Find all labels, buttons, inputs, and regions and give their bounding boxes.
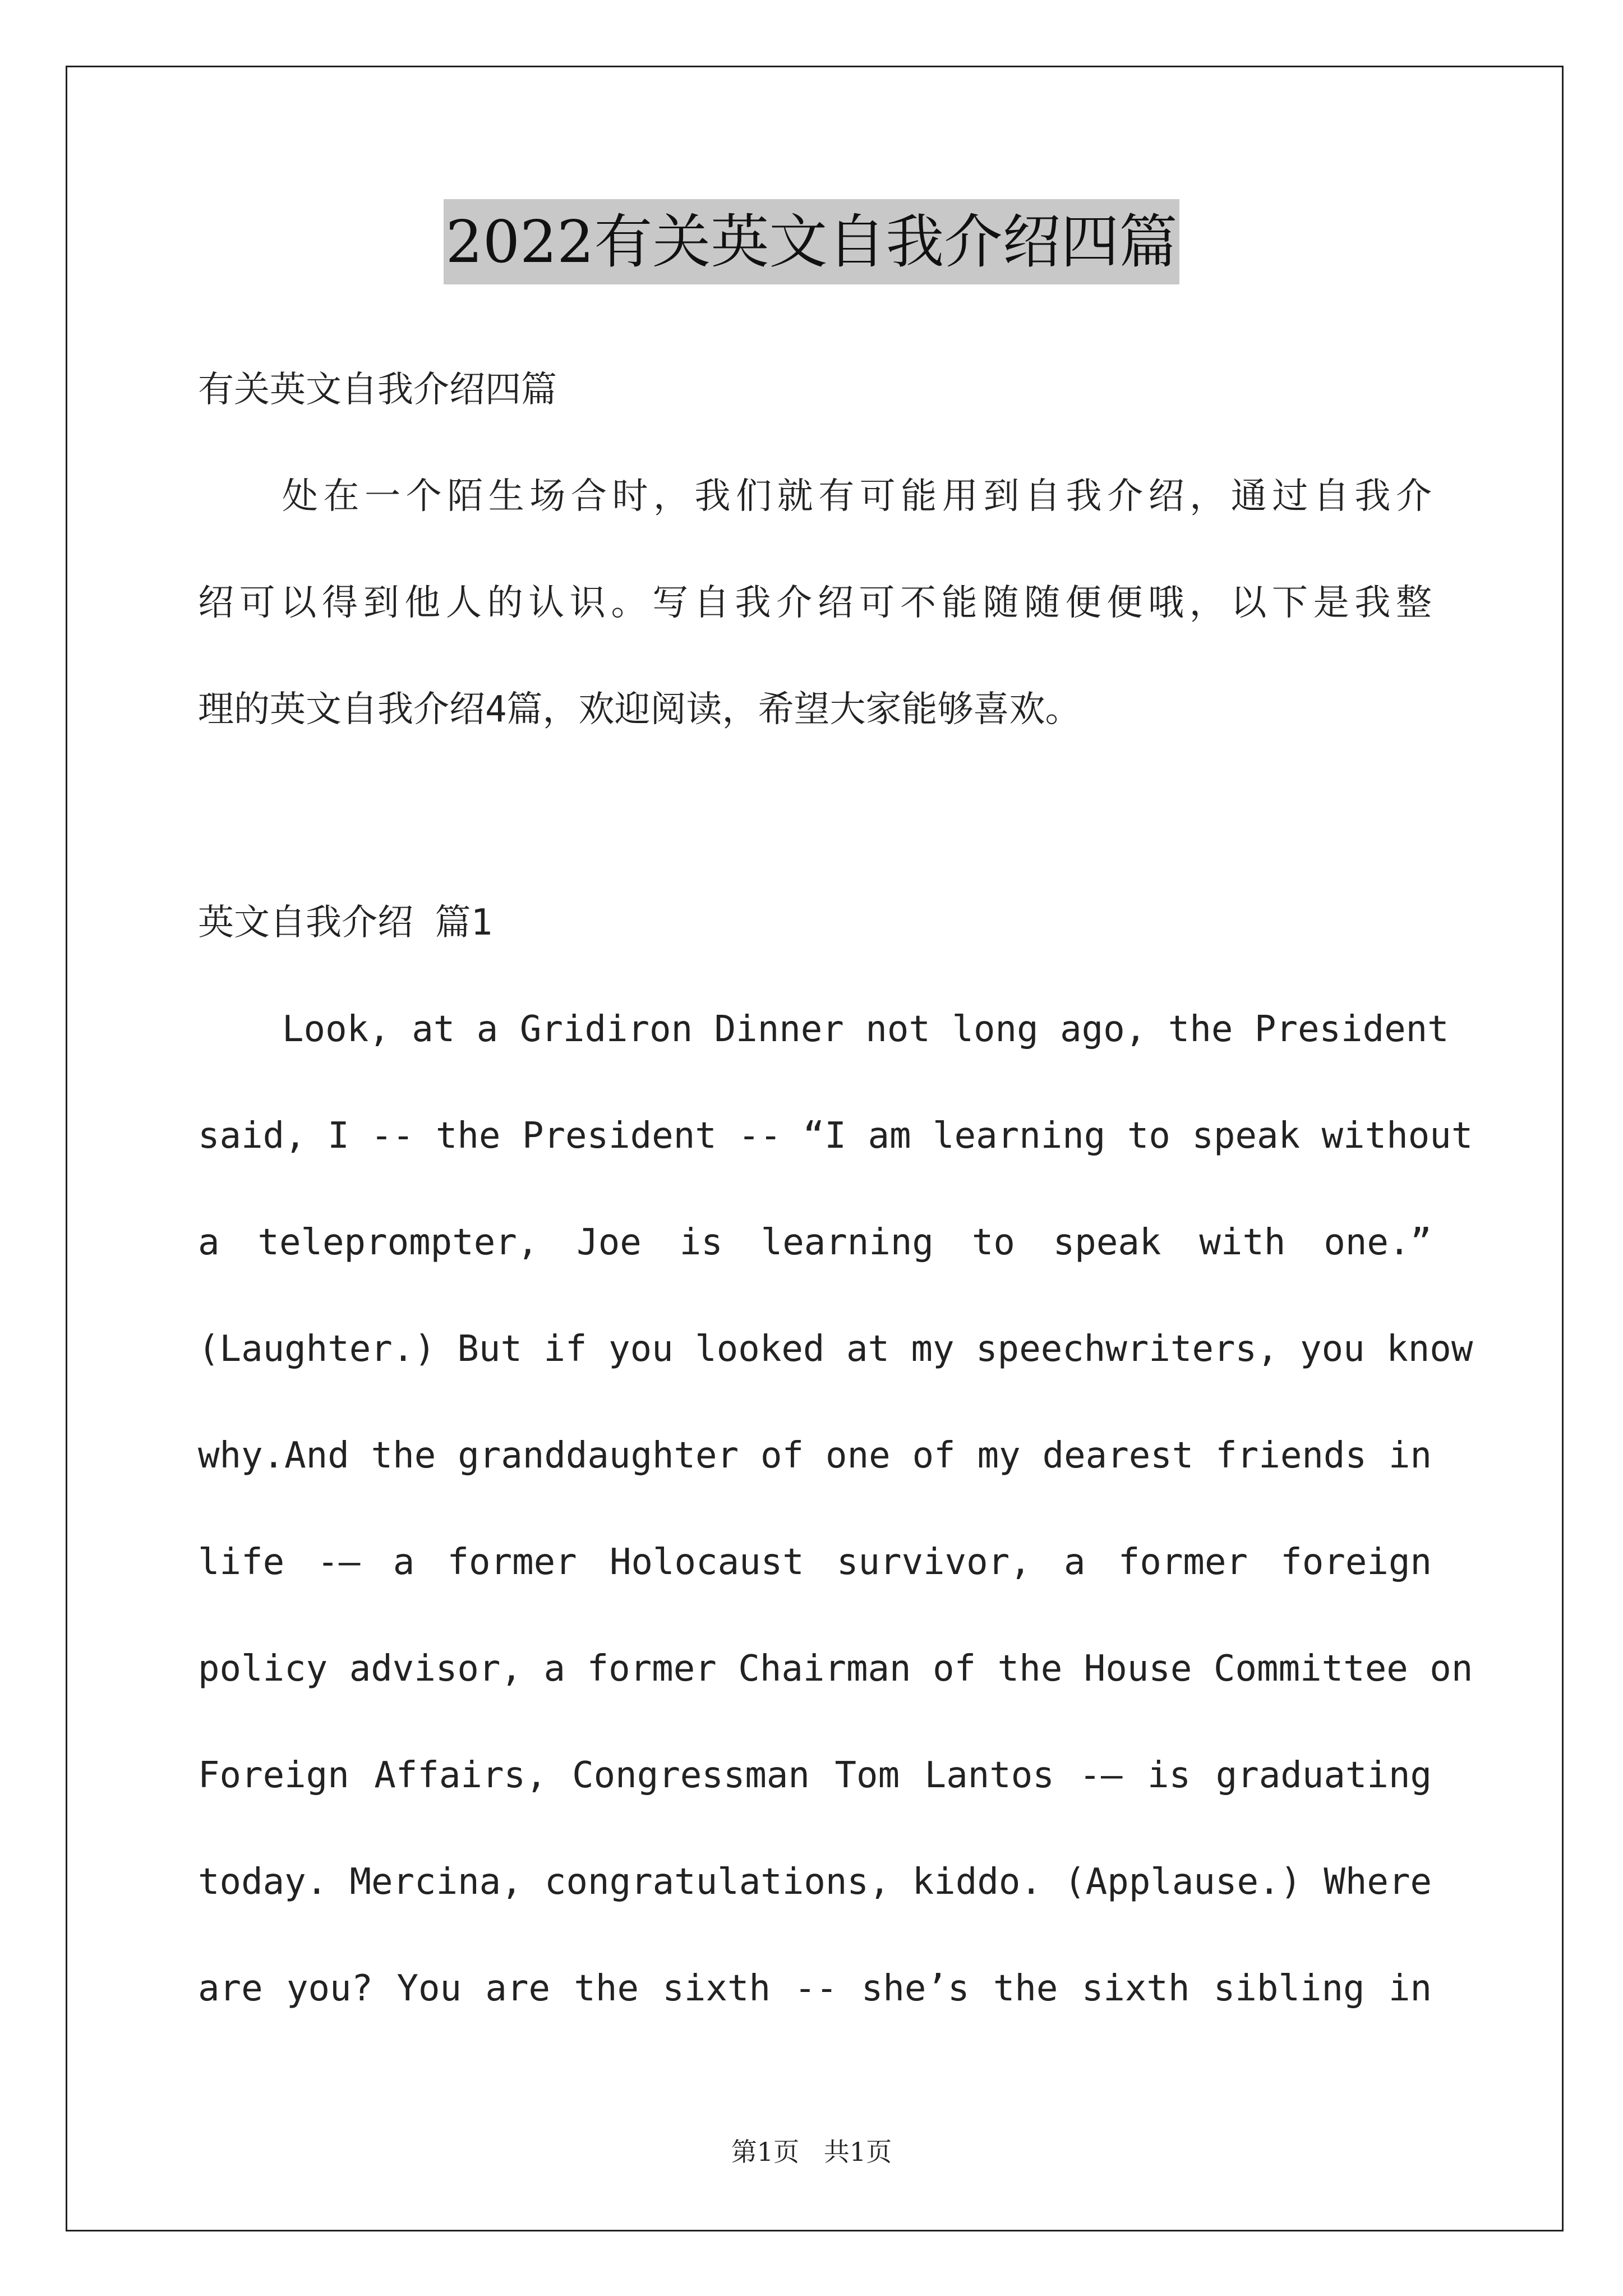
- title-container: [0, 199, 1623, 284]
- body-line: said, I -- the President -- “I am learning to speak without: [198, 1115, 1473, 1157]
- document-title: 2022有关英文自我介绍四篇: [444, 199, 1180, 284]
- body-line: (Laughter.) But if you looked at my speechwriters, you know: [198, 1328, 1473, 1370]
- page-footer: [0, 2132, 1623, 2169]
- body-line: life -— a former Holocaust survivor, a former foreign: [198, 1542, 1432, 1583]
- section-heading: 英文自我介绍 篇1: [198, 902, 493, 944]
- body-line: policy advisor, a former Chairman of the House Committee on: [198, 1648, 1473, 1690]
- paragraph-spacer: [198, 763, 1432, 869]
- document-subtitle: 有关英文自我介绍四篇: [198, 369, 557, 411]
- body-line: Look, at a Gridiron Dinner not long ago, the President: [282, 1009, 1449, 1050]
- body-line: why.And the granddaughter of one of my dearest friends in: [198, 1435, 1432, 1476]
- body-line: today. Mercina, congratulations, kiddo. (Applause.) Where: [198, 1861, 1432, 1903]
- page-number-label: 第1页 共1页: [731, 2137, 892, 2167]
- body-line: are you? You are the sixth -- she’s the sixth sibling in: [198, 1968, 1432, 2009]
- body-line: Foreign Affairs, Congressman Tom Lantos -— is graduating: [198, 1755, 1432, 1796]
- intro-line: 处在一个陌生场合时，我们就有可能用到自我介绍，通过自我介: [282, 476, 1432, 517]
- intro-line: 理的英文自我介绍4篇，欢迎阅读，希望大家能够喜欢。: [198, 689, 1081, 730]
- body-line: a teleprompter, Joe is learning to speak with one.”: [198, 1222, 1432, 1263]
- intro-line: 绍可以得到他人的认识。写自我介绍可不能随随便便哦，以下是我整: [198, 582, 1432, 624]
- document-body: [198, 337, 1473, 2042]
